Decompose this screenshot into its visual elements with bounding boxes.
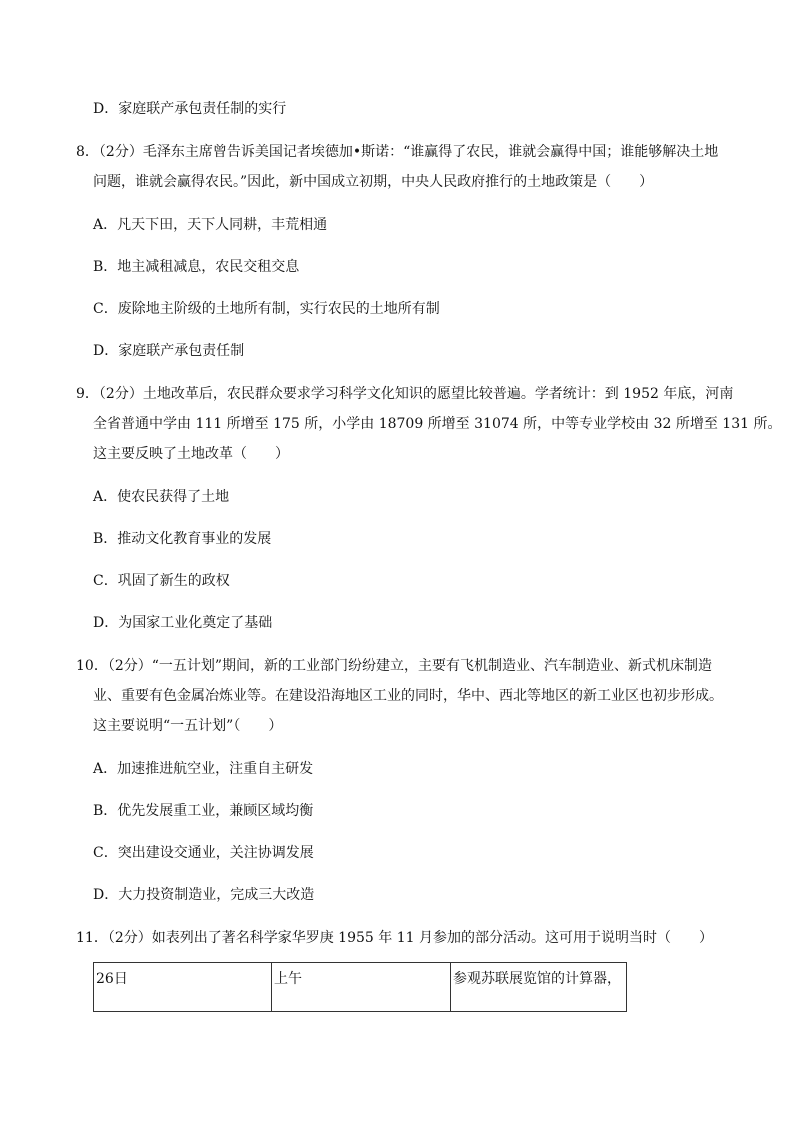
table-cell-activity: 参观苏联展览馆的计算器， [451, 963, 627, 1012]
q8-stem-line1: 8．（2分）毛泽东主席曾告诉美国记者埃德加•斯诺：“谁赢得了农民，谁就会赢得中国；谁能够解决土地 [76, 144, 719, 160]
q10-stem-line1: 10．（2分）“一五计划”期间，新的工业部门纷纷建立，主要有飞机制造业、汽车制造业、新式机床制造 [76, 658, 713, 674]
q9-option-a[interactable]: A．使农民获得了土地 [93, 489, 230, 505]
q9-option-d[interactable]: D．为国家工业化奠定了基础 [93, 615, 273, 631]
q8-option-d[interactable]: D．家庭联产承包责任制 [93, 343, 245, 359]
q8-option-c[interactable]: C．废除地主阶级的土地所有制，实行农民的土地所有制 [93, 301, 440, 317]
q10-stem-line3: 这主要说明“一五计划”（ ） [93, 718, 283, 734]
table-row [94, 963, 627, 1012]
prev-option-d: D．家庭联产承包责任制的实行 [93, 101, 287, 117]
q9-stem-line2: 全省普通中学由 111 所增至 175 所，小学由 18709 所增至 31074 所，中等专业学校由 32 所增至 131 所。 [93, 416, 782, 432]
q9-stem-line1: 9．（2分）土地改革后，农民群众要求学习科学文化知识的愿望比较普遍。学者统计：到 1952 年底，河南 [76, 386, 734, 402]
q8-option-b[interactable]: B．地主减租减息，农民交租交息 [93, 259, 300, 275]
table-cell-time: 上午 [272, 963, 451, 1012]
q10-option-d[interactable]: D．大力投资制造业，完成三大改造 [93, 887, 315, 903]
q9-stem-line3: 这主要反映了土地改革（ ） [93, 446, 289, 462]
q11-stem-line1: 11．（2分）如表列出了著名科学家华罗庚 1955 年 11 月参加的部分活动。这可用于说明当时（ ） [76, 930, 713, 946]
q10-stem-line2: 业、重要有色金属冶炼业等。在建设沿海地区工业的同时，华中、西北等地区的新工业区也初步形成。 [93, 688, 723, 704]
q8-stem-line2: 问题，谁就会赢得农民。”因此，新中国成立初期，中央人民政府推行的土地政策是（ ） [93, 174, 654, 190]
q10-option-b[interactable]: B．优先发展重工业，兼顾区域均衡 [93, 803, 314, 819]
q10-option-c[interactable]: C．突出建设交通业，关注协调发展 [93, 845, 314, 861]
q9-option-b[interactable]: B．推动文化教育事业的发展 [93, 531, 272, 547]
q10-option-a[interactable]: A．加速推进航空业，注重自主研发 [93, 761, 314, 777]
activities-table [93, 962, 627, 1012]
q9-option-c[interactable]: C．巩固了新生的政权 [93, 573, 230, 589]
q8-option-a[interactable]: A．凡天下田，天下人同耕，丰荒相通 [93, 217, 328, 233]
table-cell-date: 26日 [94, 963, 272, 1012]
